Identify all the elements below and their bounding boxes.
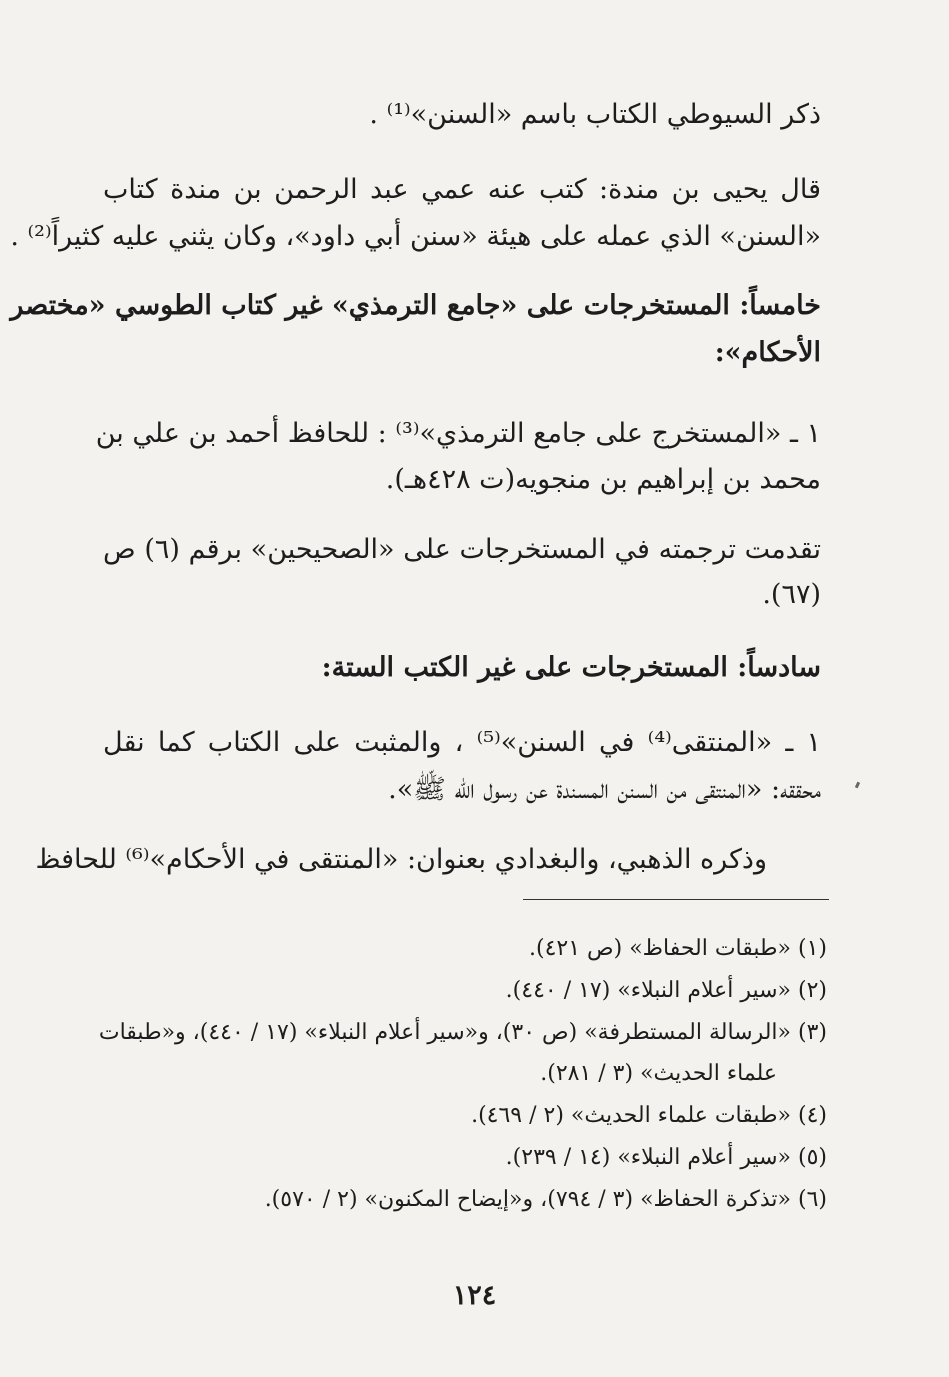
body-line: ١ ـ «المنتقى⁽⁴⁾ في السنن»⁽⁵⁾ ، والمثبت على الكتاب كما نقل — [103, 727, 821, 758]
body-line: محمد بن إبراهيم بن منجويه(ت ٤٢٨هـ). — [385, 464, 821, 495]
section-heading: خامساً: المستخرجات على «جامع الترمذي» غير كتاب الطوسي «مختصر — [10, 290, 821, 321]
footnote-continuation: علماء الحديث» (٣ / ٢٨١). — [540, 1061, 777, 1086]
footnote-divider — [523, 899, 829, 900]
body-line: «السنن» الذي عمله على هيئة «سنن أبي داود»، وكان يثني عليه كثيراً⁽²⁾ . — [10, 221, 821, 252]
footnote: (١) «طبقات الحفاظ» (ص ٤٢١). — [529, 936, 827, 961]
body-line: وذكره الذهبي، والبغدادي بعنوان: «المنتقى في الأحكام»⁽⁶⁾ للحافظ — [35, 844, 767, 875]
footnote: (٥) «سير أعلام النبلاء» (١٤ / ٢٣٩). — [505, 1145, 827, 1170]
footnote: (٦) «تذكرة الحفاظ» (٣ / ٧٩٤)، و«إيضاح المكنون» (٢ / ٥٧٠). — [264, 1187, 827, 1212]
section-heading: سادساً: المستخرجات على غير الكتب الستة: — [321, 652, 821, 683]
body-line: محققه: «المنتقى من السنن المسندة عن رسول الله ﷺ». — [388, 774, 821, 805]
footnote: (٢) «سير أعلام النبلاء» (١٧ / ٤٤٠). — [505, 978, 827, 1003]
page-number: ١٢٤ — [452, 1280, 497, 1311]
body-line: قال يحيى بن مندة: كتب عنه عمي عبد الرحمن بن مندة كتاب — [103, 174, 821, 205]
body-line: ذكر السيوطي الكتاب باسم «السنن»⁽¹⁾ . — [369, 99, 821, 130]
body-line: (٦٧). — [762, 579, 821, 610]
section-heading: الأحكام»: — [714, 337, 821, 368]
footnote: (٤) «طبقات علماء الحديث» (٢ / ٤٦٩). — [471, 1103, 827, 1128]
body-line: تقدمت ترجمته في المستخرجات على «الصحيحين» برقم (٦) ص — [103, 534, 822, 565]
footnote: (٣) «الرسالة المستطرفة» (ص ٣٠)، و«سير أعلام النبلاء» (١٧ / ٤٤٠)، و«طبقات — [98, 1020, 827, 1045]
body-line: ١ ـ «المستخرج على جامع الترمذي»⁽³⁾ : للحافظ أحمد بن علي بن — [95, 418, 821, 449]
scan-speck — [855, 782, 860, 789]
